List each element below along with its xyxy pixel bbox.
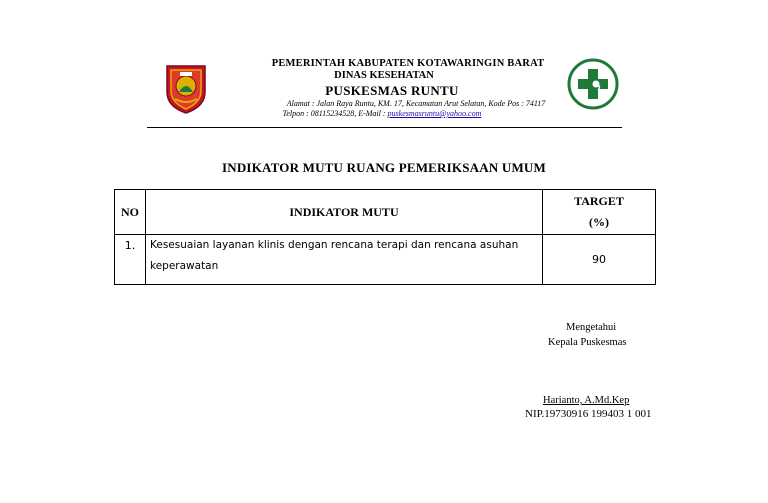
header-target-unit: (%) [589,215,609,229]
indicator-table [114,189,656,285]
signature-nip: NIP.19730916 199403 1 001 [525,408,652,420]
row-target: 90 [543,235,656,285]
table-row [115,235,656,285]
header-government-line: PEMERINTAH KABUPATEN KOTAWARINGIN BARAT [271,58,545,69]
header-target-label: TARGET [574,194,624,208]
header-email-link[interactable]: puskesmasruntu@yahoo.com [387,109,482,118]
table-header-row [115,190,656,235]
document-title: INDIKATOR MUTU RUANG PEMERIKSAAN UMUM [222,160,546,175]
header-divider [147,127,622,128]
header-phone: Telpon : 08115234528, E-Mail : [282,109,388,118]
signature-position: Kepala Puskesmas [548,337,627,348]
header-puskesmas-name: PUSKESMAS RUNTU [325,83,459,98]
signature-name: Harianto, A.Md.Kep [543,395,630,406]
header-contact [0,109,766,118]
row-indicator: Kesesuaian layanan klinis dengan rencana terapi dan rencana asuhan keperawatan [146,235,543,285]
header-address: Alamat : Jalan Raya Runtu, KM. 17, Kecamatan Arut Selatan, Kode Pos : 74117 [286,99,546,108]
header-target [543,190,656,235]
row-no: 1. [115,235,146,285]
header-department-line: DINAS KESEHATAN [334,70,434,81]
header-no: NO [115,190,146,235]
header-indicator: INDIKATOR MUTU [146,190,543,235]
signature-acknowledged: Mengetahui [566,322,617,333]
